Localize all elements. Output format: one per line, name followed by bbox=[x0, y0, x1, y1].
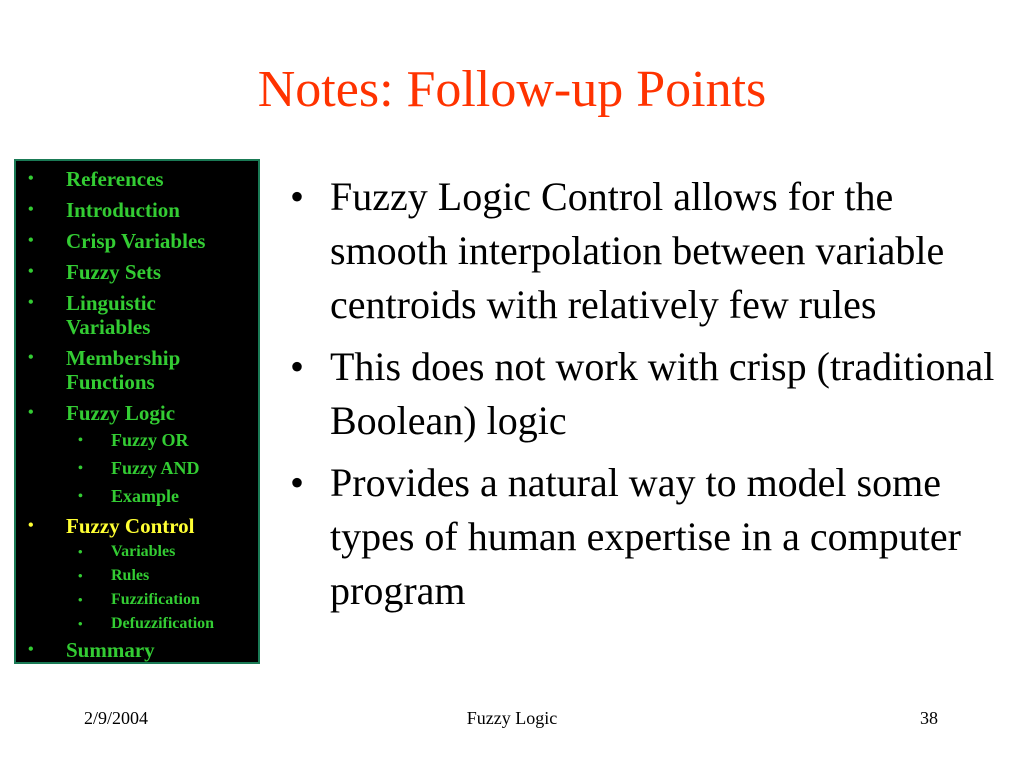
bullet-icon: • bbox=[28, 517, 34, 534]
bullet-icon: • bbox=[78, 568, 83, 583]
bullet-icon: • bbox=[290, 344, 305, 389]
bullet-icon: • bbox=[78, 433, 83, 448]
nav-item-label: Linguistic Variables bbox=[66, 291, 156, 339]
bullet-icon: • bbox=[28, 201, 34, 218]
bullet-icon: • bbox=[78, 616, 83, 631]
bullet-icon: • bbox=[78, 461, 83, 476]
nav-item-fuzzification[interactable] bbox=[16, 590, 258, 609]
nav-item-label: Fuzzification bbox=[111, 591, 200, 608]
nav-item-label: Introduction bbox=[66, 198, 180, 222]
outline-nav-list bbox=[16, 161, 258, 662]
nav-item-linguistic-variables[interactable] bbox=[16, 291, 186, 339]
nav-item-fuzzy-control[interactable] bbox=[16, 514, 258, 538]
nav-item-rules[interactable] bbox=[16, 566, 258, 585]
nav-item-fuzzy-or[interactable] bbox=[16, 430, 258, 451]
nav-item-label: Membership Functions bbox=[66, 346, 181, 394]
slide-body-bullets bbox=[290, 170, 1000, 626]
nav-item-label: Fuzzy AND bbox=[111, 458, 200, 478]
nav-item-label: Fuzzy OR bbox=[111, 430, 189, 450]
bullet-icon: • bbox=[290, 174, 305, 219]
nav-item-fuzzy-and[interactable] bbox=[16, 458, 258, 479]
bullet-icon: • bbox=[28, 404, 34, 421]
nav-item-label: Fuzzy Logic bbox=[66, 401, 176, 425]
nav-item-label: Summary bbox=[66, 638, 155, 662]
nav-item-membership-functions[interactable] bbox=[16, 346, 196, 394]
body-bullet-point bbox=[290, 340, 1000, 448]
footer-date: 2/9/2004 bbox=[84, 708, 149, 728]
bullet-icon: • bbox=[28, 232, 34, 249]
nav-item-summary[interactable] bbox=[16, 638, 258, 662]
bullet-icon: • bbox=[78, 489, 83, 504]
nav-item-label: Fuzzy Sets bbox=[66, 260, 162, 284]
body-bullet-text: Provides a natural way to model some types of human expertise in a computer program bbox=[330, 460, 961, 613]
bullet-icon: • bbox=[28, 349, 34, 366]
bullet-icon: • bbox=[290, 460, 305, 505]
nav-item-fuzzy-sets[interactable] bbox=[16, 260, 258, 284]
body-bullet-point bbox=[290, 456, 1000, 618]
bullet-icon: • bbox=[28, 641, 34, 658]
nav-item-label: Example bbox=[111, 486, 180, 506]
nav-item-references[interactable] bbox=[16, 167, 258, 191]
body-bullet-text: This does not work with crisp (traditional Boolean) logic bbox=[330, 344, 995, 443]
bullet-icon: • bbox=[78, 544, 83, 559]
body-bullet-text: Fuzzy Logic Control allows for the smooth interpolation between variable centroids with relatively few rules bbox=[330, 174, 945, 327]
nav-item-example[interactable] bbox=[16, 486, 258, 507]
slide-title: Notes: Follow-up Points bbox=[257, 61, 767, 118]
bullet-icon: • bbox=[28, 170, 34, 187]
nav-item-label: Variables bbox=[111, 543, 176, 560]
nav-item-variables[interactable] bbox=[16, 542, 258, 561]
nav-item-label: Rules bbox=[111, 567, 150, 584]
bullet-icon: • bbox=[78, 592, 83, 607]
footer-page-number: 38 bbox=[920, 708, 938, 728]
nav-item-label: Fuzzy Control bbox=[66, 514, 195, 538]
bullet-icon: • bbox=[28, 263, 34, 280]
nav-item-label: References bbox=[66, 167, 164, 191]
footer-title: Fuzzy Logic bbox=[466, 708, 558, 728]
nav-item-crisp-variables[interactable] bbox=[16, 229, 258, 253]
nav-item-label: Crisp Variables bbox=[66, 229, 206, 253]
bullet-icon: • bbox=[28, 294, 34, 311]
nav-item-introduction[interactable] bbox=[16, 198, 258, 222]
body-bullet-point bbox=[290, 170, 1000, 332]
nav-item-defuzzification[interactable] bbox=[16, 614, 258, 633]
nav-item-label: Defuzzification bbox=[111, 615, 215, 632]
nav-item-fuzzy-logic[interactable] bbox=[16, 401, 258, 425]
outline-nav-panel bbox=[14, 159, 260, 664]
